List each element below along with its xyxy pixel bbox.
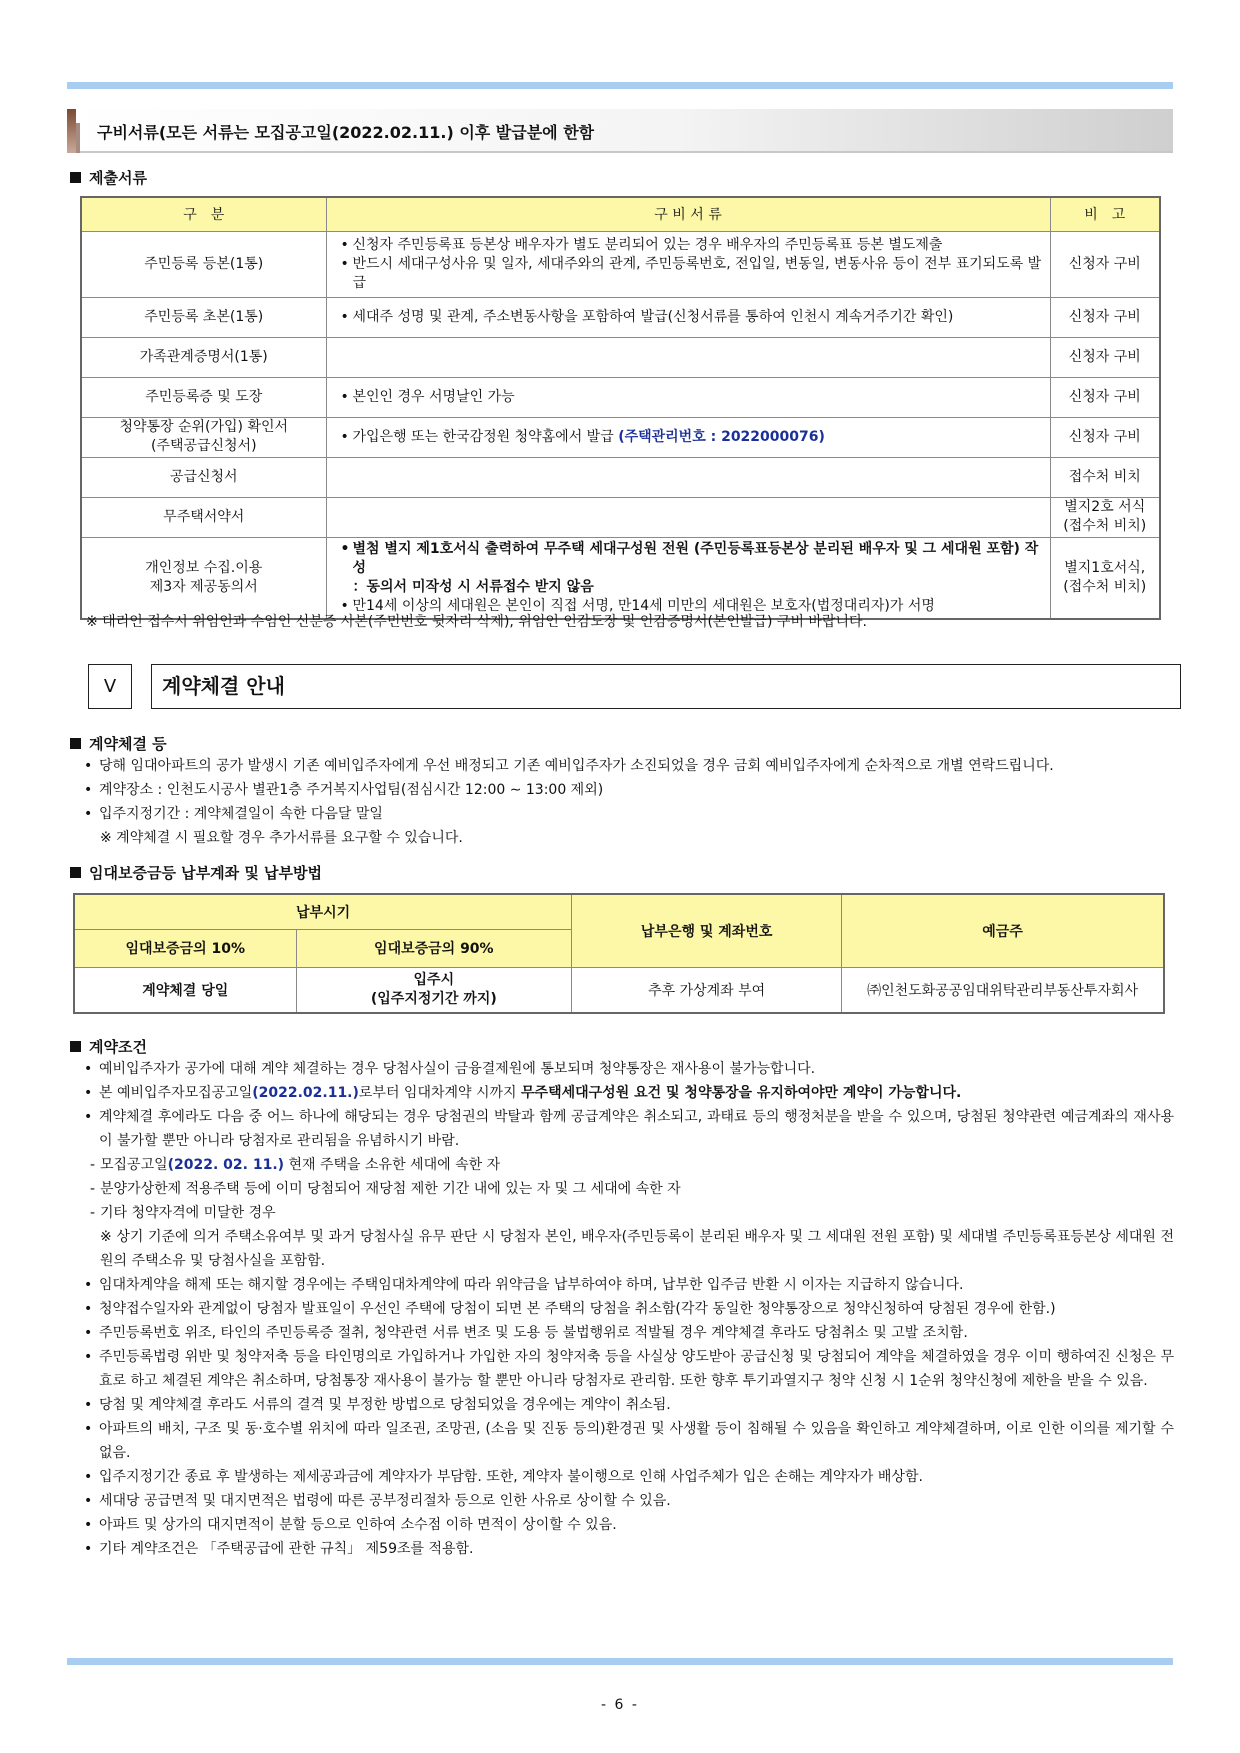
- list-item: • 기타 계약조건은 「주택공급에 관한 규칙」 제59조를 적용함.: [84, 1541, 474, 1557]
- chapter-number: V: [88, 664, 132, 709]
- table-row: [81, 417, 1160, 457]
- col-header-note: 비 고: [1050, 197, 1160, 231]
- list-item: • 계약장소 : 인천도시공사 별관1층 주거복지사업팀(점심시간 12:00 ∼ 13:00 제외): [84, 782, 604, 798]
- row-category: 공급신청서: [81, 457, 326, 497]
- square-bullet-icon: [70, 1041, 81, 1052]
- row-note: 신청자 구비: [1050, 417, 1160, 457]
- list-item: ※ 계약체결 시 필요할 경우 추가서류를 요구할 수 있습니다.: [100, 830, 463, 846]
- row-note: 신청자 구비: [1050, 231, 1160, 297]
- row-category: 주민등록 초본(1통): [81, 297, 326, 337]
- table-row: [81, 377, 1160, 417]
- section-marker: [67, 109, 76, 153]
- col-header-10pct: 임대보증금의 10%: [74, 929, 296, 967]
- list-item: • 주민등록번호 위조, 타인의 주민등록증 절취, 청약관련 서류 변조 및 도용 등 불법행위로 적발될 경우 계약체결 후라도 당첨취소 및 고발 조치함.: [84, 1325, 968, 1341]
- row-documents: • 본인인 경우 서명날인 가능: [326, 377, 1050, 417]
- proxy-footnote: ※ 대리인 접수시 위임인과 수임인 신분증 사본(주민번호 뒷자리 삭제), 위임인 인감도장 및 인감증명서(본인발급) 구비 바랍니다.: [86, 614, 867, 630]
- contract-list: [84, 754, 1174, 850]
- list-item: - 분양가상한제 적용주택 등에 이미 당첨되어 재당첨 제한 기간 내에 있는 자 및 그 세대에 속한 자: [90, 1181, 681, 1197]
- page-number: - 6 -: [601, 1697, 639, 1713]
- row-note: 접수처 비치: [1050, 457, 1160, 497]
- row-note: 별지2호 서식 (접수처 비치): [1050, 497, 1160, 537]
- list-item: • 계약체결 후에라도 다음 중 어느 하나에 해당되는 경우 당첨권의 박탈과 함께 공급계약은 취소되고, 과태료 등의 행정처분을 받을 수 있으며, 당첨된 청약관련 예금계좌의 재사용이 불가할 뿐만 아니라 당첨자로 관리됨을 유념하시기 바람.: [84, 1109, 1174, 1149]
- row-category: 무주택서약서: [81, 497, 326, 537]
- submit-docs-heading: 제출서류: [70, 167, 147, 188]
- list-item: ※ 상기 기준에 의거 주택소유여부 및 과거 당첨사실 유무 판단 시 당첨자 본인, 배우자(주민등록이 분리된 배우자 및 그 세대원 전원 포함) 및 세대별 주민등록표등본상 세대원 전원의 주택소유 및 당첨사실을 포함함.: [100, 1229, 1174, 1269]
- row-documents: • 세대주 성명 및 관계, 주소변동사항을 포함하여 발급(신청서류를 통하여 인천시 계속거주기간 확인): [326, 297, 1050, 337]
- list-item: • 주민등록법령 위반 및 청약저축 등을 타인명의로 가입하거나 가입한 자의 청약저축 등을 사실상 양도받아 공급신청 및 당첨되어 계약을 체결하였을 경우 이미 행하여진 신청은 무효로 하고 체결된 계약은 취소하며, 당첨통장 재사용이 불가능 할 뿐만 아니라 당첨자로 관리함. 또한 향후 투기과열지구 청약 신청 시 1순위 청약신청에 제한을 받을 수 있음.: [84, 1349, 1174, 1389]
- square-bullet-icon: [70, 867, 81, 878]
- square-bullet-icon: [70, 172, 81, 183]
- list-item: • 본 예비입주자모집공고일(2022.02.11.)로부터 임대차계약 시까지 무주택세대구성원 요건 및 청약통장을 유지하여야만 계약이 가능합니다.: [84, 1085, 962, 1101]
- row-documents: [326, 337, 1050, 377]
- housing-id: (주택관리번호 : 2022000076): [618, 428, 825, 445]
- table-row: [81, 497, 1160, 537]
- list-item: • 입주지정기간 : 계약체결일이 속한 다음달 말일: [84, 806, 383, 822]
- section-title: 구비서류(모든 서류는 모집공고일(2022.02.11.) 이후 발급분에 한함: [97, 123, 595, 142]
- conditions-heading: 계약조건: [70, 1036, 147, 1057]
- row-note: 신청자 구비: [1050, 377, 1160, 417]
- list-item: • 세대당 공급면적 및 대지면적은 법령에 따른 공부정리절차 등으로 인한 사유로 상이할 수 있음.: [84, 1493, 671, 1509]
- row-documents: • 가입은행 또는 한국감정원 청약홈에서 발급 (주택관리번호 : 2022000076): [326, 417, 1050, 457]
- row-category: 가족관계증명서(1통): [81, 337, 326, 377]
- payment-table: [73, 893, 1165, 1014]
- list-item: • 청약접수일자와 관계없이 당첨자 발표일이 우선인 주택에 당첨이 되면 본 주택의 당첨을 취소함(각각 동일한 청약통장으로 청약신청하여 당첨된 경우에 한함.): [84, 1301, 1056, 1317]
- row-documents: • 신청자 주민등록표 등본상 배우자가 별도 분리되어 있는 경우 배우자의 주민등록표 등본 별도제출 • 반드시 세대구성사유 및 일자, 세대주와의 관계, 주민등록번호, 전입일, 변동일, 변동사유 등이 전부 표기되도록 발급: [326, 231, 1050, 297]
- col-header-period: 납부시기: [74, 894, 572, 929]
- list-item: - 모집공고일(2022. 02. 11.) 현재 주택을 소유한 세대에 속한 자: [90, 1157, 501, 1173]
- row-category: 개인정보 수집.이용 제3자 제공동의서: [81, 537, 326, 619]
- col-header-category: 구 분: [81, 197, 326, 231]
- conditions-list: [84, 1057, 1174, 1561]
- col-header-documents: 구 비 서 류: [326, 197, 1050, 231]
- table-row: [81, 231, 1160, 297]
- table-row: [81, 297, 1160, 337]
- list-item: • 예비입주자가 공가에 대해 계약 체결하는 경우 당첨사실이 금융결제원에 통보되며 청약통장은 재사용이 불가능합니다.: [84, 1061, 816, 1077]
- row-category: 주민등록 등본(1통): [81, 231, 326, 297]
- col-header-holder: 예금주: [842, 894, 1164, 967]
- square-bullet-icon: [70, 738, 81, 749]
- payment-heading: 임대보증금등 납부계좌 및 납부방법: [70, 862, 322, 883]
- row-documents: [326, 497, 1050, 537]
- row-category: 주민등록증 및 도장: [81, 377, 326, 417]
- submit-docs-table: [80, 196, 1161, 620]
- table-row: [81, 337, 1160, 377]
- list-item: • 당해 임대아파트의 공가 발생시 기존 예비입주자에게 우선 배정되고 기존 예비입주자가 소진되었을 경우 금회 예비입주자에게 순차적으로 개별 연락드립니다.: [84, 758, 1054, 774]
- contract-heading: 계약체결 등: [70, 733, 167, 754]
- row-note: 별지1호서식, (접수처 비치): [1050, 537, 1160, 619]
- row-category: 청약통장 순위(가입) 확인서 (주택공급신청서): [81, 417, 326, 457]
- list-item: • 아파트 및 상가의 대지면적이 분할 등으로 인하여 소수점 이하 면적이 상이할 수 있음.: [84, 1517, 617, 1533]
- table-header-row: [81, 197, 1160, 231]
- table-row: [81, 537, 1160, 619]
- list-item: • 아파트의 배치, 구조 및 동·호수별 위치에 따라 일조권, 조망권, (소음 및 진동 등의)환경권 및 사생활 등이 침해될 수 있음을 확인하고 계약체결하며, 이로 인한 이의를 제기할 수 없음.: [84, 1421, 1174, 1461]
- list-item: • 입주지정기간 종료 후 발생하는 제세공과금에 계약자가 부담함. 또한, 계약자 불이행으로 인해 사업주체가 입은 손해는 계약자가 배상함.: [84, 1469, 923, 1485]
- row-note: 신청자 구비: [1050, 337, 1160, 377]
- cell-90pct: 입주시 (입주지정기간 까지): [296, 967, 572, 1013]
- bottom-rule: [67, 1658, 1173, 1665]
- row-documents: • 별첨 별지 제1호서식 출력하여 무주택 세대구성원 전원 (주민등록표등본상 분리된 배우자 및 그 세대원 포함) 작성 ：동의서 미작성 시 서류접수 받지 않음 • 만14세 이상의 세대원은 본인이 직접 서명, 만14세 미만의 세대원은 보호자(법정대리자)가 서명: [326, 537, 1050, 619]
- cell-10pct: 계약체결 당일: [74, 967, 296, 1013]
- list-item: • 임대차계약을 해제 또는 해지할 경우에는 주택임대차계약에 따라 위약금을 납부하여야 하며, 납부한 입주금 반환 시 이자는 지급하지 않습니다.: [84, 1277, 964, 1293]
- col-header-90pct: 임대보증금의 90%: [296, 929, 572, 967]
- table-header-row: [74, 894, 1164, 929]
- table-row: [74, 967, 1164, 1013]
- chapter-title: 계약체결 안내: [151, 664, 1181, 709]
- top-rule: [67, 82, 1173, 89]
- cell-bank: 추후 가상계좌 부여: [572, 967, 842, 1013]
- table-row: [81, 457, 1160, 497]
- list-item: - 기타 청약자격에 미달한 경우: [90, 1205, 276, 1221]
- list-item: • 당첨 및 계약체결 후라도 서류의 결격 및 부정한 방법으로 당첨되었을 경우에는 계약이 취소됨.: [84, 1397, 671, 1413]
- cell-holder: ㈜인천도화공공임대위탁관리부동산투자회사: [842, 967, 1164, 1013]
- row-note: 신청자 구비: [1050, 297, 1160, 337]
- col-header-bank: 납부은행 및 계좌번호: [572, 894, 842, 967]
- section-header: [67, 109, 1173, 153]
- row-documents: [326, 457, 1050, 497]
